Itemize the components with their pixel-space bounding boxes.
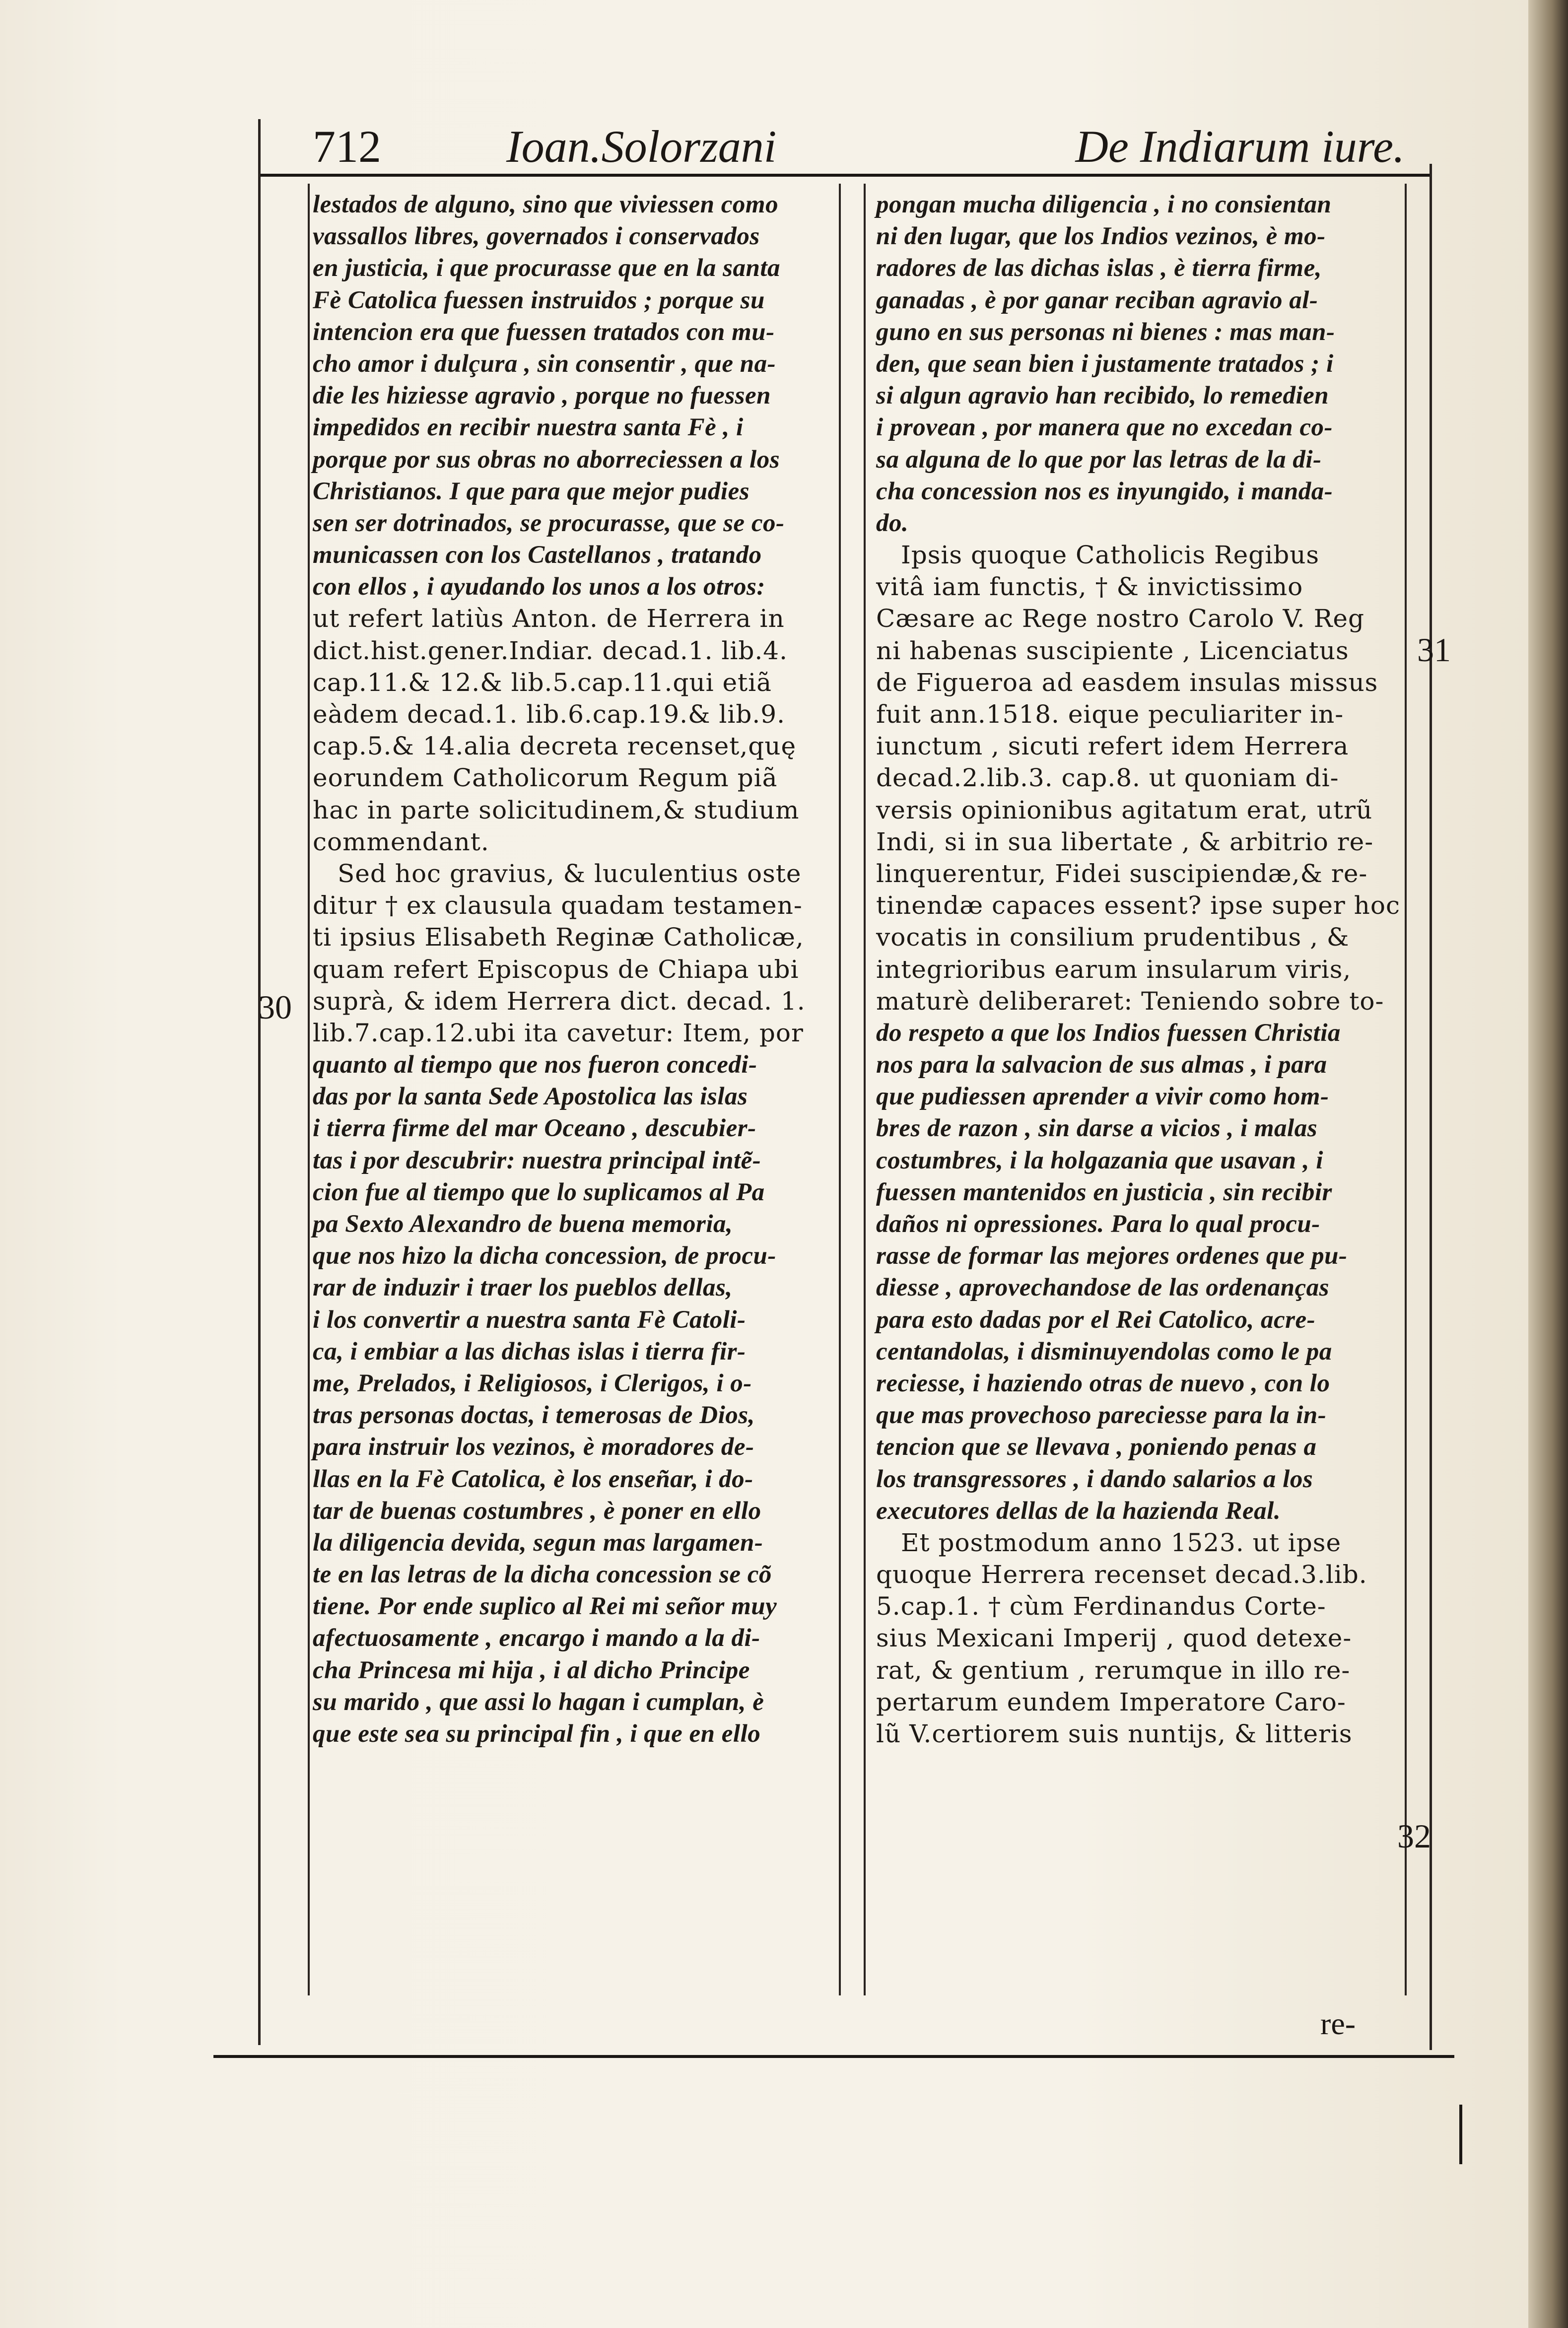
header-rule (258, 174, 1430, 177)
text-line: Cæsare ac Rege nostro Carolo V. Reg (876, 604, 1364, 633)
column-rule (308, 184, 310, 1995)
text-line: para esto dadas por el Rei Catolico, acre- (876, 1305, 1316, 1334)
text-line: cap.5.& 14.alia decreta recenset,quę (313, 732, 797, 761)
text-line: die les hiziesse agravio , porque no fuessen (313, 382, 771, 410)
text-line: lestados de alguno, sino que viviessen como (313, 191, 779, 218)
text-line: vocatis in consilium prudentibus , & (876, 923, 1350, 952)
text-line: Et postmodum anno 1523. ut ipse (901, 1528, 1342, 1557)
text-line: centandolas, i disminuyendolas como le pa (876, 1337, 1332, 1366)
margin-number: 31 (1417, 631, 1451, 669)
text-line: den, que sean bien i justamente tratados ; i (876, 349, 1334, 378)
text-line: sius Mexicani Imperij , quod detexe- (876, 1624, 1352, 1653)
text-line: das por la santa Sede Apostolica las islas (313, 1083, 748, 1111)
text-line: pertarum eundem Imperatore Caro- (876, 1687, 1346, 1716)
text-line: para instruir los vezinos, è moradores de- (313, 1433, 754, 1461)
text-line: fuit ann.1518. eique peculiariter in- (876, 700, 1344, 729)
text-line: vitâ iam functis, † & invictissimo (876, 572, 1303, 602)
text-line: ganadas , è por ganar reciban agravio al- (876, 286, 1318, 314)
text-line: lib.7.cap.12.ubi ita cavetur: Item, por (313, 1018, 804, 1047)
text-line: que este sea su principal fin , i que en ello (313, 1720, 761, 1748)
running-title-author: Ioan.Solorzani (506, 121, 777, 172)
text-line: intencion era que fuessen tratados con mu- (313, 318, 775, 346)
text-line: los transgressores , i dando salarios a los (876, 1465, 1313, 1493)
text-line: commendant. (313, 827, 489, 856)
text-line: Indi, si in sua libertate , & arbitrio re- (876, 827, 1374, 856)
text-line: cho amor i dulçura , sin consentir , que na- (313, 349, 776, 378)
text-line: bres de razon , sin darse a vicios , i malas (876, 1114, 1318, 1143)
running-title-work: De Indiarum iure. (1075, 121, 1405, 172)
text-line: cha Princesa mi hija , i al dicho Principe (313, 1656, 750, 1684)
text-line: i los convertir a nuestra santa Fè Catoli- (313, 1305, 746, 1334)
text-line: si algun agravio han recibido, lo remedien (876, 382, 1329, 410)
margin-number: 32 (1397, 1817, 1431, 1855)
text-line: versis opinionibus agitatum erat, utrũ (876, 795, 1373, 824)
footer-rule (213, 2055, 1454, 2058)
text-line: do respeto a que los Indios fuessen Christia (876, 1019, 1341, 1047)
margin-number: 30 (258, 988, 292, 1026)
frame-right-rule (1430, 164, 1432, 2050)
text-line: tas i por descubrir: nuestra principal intẽ- (313, 1146, 761, 1174)
column-rule (839, 184, 841, 1995)
text-line: i provean , por manera que no excedan co- (876, 413, 1333, 442)
text-line: linquerentur, Fidei suscipiendæ,& re- (876, 859, 1368, 888)
text-line: quanto al tiempo que nos fueron concedi- (313, 1051, 757, 1079)
text-line: iunctum , sicuti refert idem Herrera (876, 732, 1349, 761)
text-line: Sed hoc gravius, & luculentius oste (338, 859, 802, 888)
text-line: 5.cap.1. † cùm Ferdinandus Corte- (876, 1592, 1326, 1621)
frame-left-rule (258, 119, 261, 2045)
text-line: fuessen mantenidos en justicia , sin recibir (876, 1178, 1332, 1206)
text-line: rasse de formar las mejores ordenes que pu- (876, 1242, 1348, 1270)
text-line: rat, & gentium , rerumque in illo re- (876, 1655, 1351, 1685)
text-line: que pudiessen aprender a vivir como hom- (876, 1083, 1329, 1111)
text-line: Fè Catolica fuessen instruidos ; porque su (313, 286, 765, 314)
text-line: que nos hizo la dicha concession, de procu- (313, 1242, 776, 1270)
text-line: cap.11.& 12.& lib.5.cap.11.qui etiã (313, 668, 772, 697)
text-line: quoque Herrera recenset decad.3.lib. (876, 1560, 1367, 1589)
catchword: re- (1320, 2006, 1356, 2041)
text-line: la diligencia devida, segun mas largamen- (313, 1528, 763, 1557)
text-line: tar de buenas costumbres , è poner en ello (313, 1497, 761, 1525)
text-line: nos para la salvacion de sus almas , i para (876, 1051, 1327, 1079)
text-line: porque por sus obras no aborreciessen a los (313, 445, 780, 474)
text-line: Ipsis quoque Catholicis Regibus (901, 541, 1320, 570)
text-line: guno en sus personas ni bienes : mas man- (876, 318, 1335, 346)
text-line: en justicia, i que procurasse que en la santa (313, 254, 781, 282)
text-line: daños ni opressiones. Para lo qual procu- (876, 1210, 1320, 1238)
text-line: impedidos en recibir nuestra santa Fè , i (313, 413, 744, 442)
text-line: lũ V.certiorem suis nuntijs, & litteris (876, 1719, 1353, 1748)
text-line: Christianos. I que para que mejor pudies (313, 477, 750, 505)
text-line: tinendæ capaces essent? ipse super hoc (876, 891, 1400, 920)
text-line: tras personas doctas, i temerosas de Dios, (313, 1401, 755, 1430)
text-line: tencion que se llevava , poniendo penas a (876, 1433, 1317, 1461)
text-line: te en las letras de la dicha concession se cõ (313, 1561, 772, 1589)
text-line: tiene. Por ende suplico al Rei mi señor muy (313, 1592, 777, 1621)
text-line: ti ipsius Elisabeth Reginæ Catholicæ, (313, 923, 804, 952)
text-line: reciesse, i haziendo otras de nuevo , con lo (876, 1369, 1330, 1397)
text-line: hac in parte solicitudinem,& studium (313, 795, 800, 824)
right-text-column (876, 189, 1402, 1750)
text-line: que mas provechoso pareciesse para la in- (876, 1401, 1327, 1430)
column-rule (864, 184, 866, 1995)
text-line: ut refert latiùs Anton. de Herrera in (313, 604, 785, 633)
text-line: do. (876, 509, 909, 537)
text-line: llas en la Fè Catolica, è los enseñar, i do- (313, 1465, 753, 1493)
text-line: me, Prelados, i Religiosos, i Clerigos, i o- (313, 1369, 752, 1397)
text-line: con ellos , i ayudando los unos a los otros: (313, 573, 765, 601)
text-line: radores de las dichas islas , è tierra firme, (876, 254, 1322, 282)
text-line: afectuosamente , encargo i mando a la di- (313, 1624, 760, 1652)
page-number: 712 (313, 121, 381, 172)
text-line: maturè deliberaret: Teniendo sobre to- (876, 986, 1384, 1016)
column-rule (1405, 184, 1407, 1995)
text-line: sen ser dotrinados, se procurasse, que se co- (313, 509, 785, 537)
text-line: eàdem decad.1. lib.6.cap.19.& lib.9. (313, 700, 786, 729)
text-line: pa Sexto Alexandro de buena memoria, (313, 1210, 733, 1238)
text-line: pongan mucha diligencia , i no consientan (876, 191, 1332, 218)
text-line: quam refert Episcopus de Chiapa ubi (313, 955, 799, 984)
text-line: cion fue al tiempo que lo suplicamos al Pa (313, 1178, 765, 1206)
text-line: i tierra firme del mar Oceano , descubier- (313, 1114, 756, 1143)
text-line: vassallos libres, governados i conservados (313, 222, 760, 251)
text-line: suprà, & idem Herrera dict. decad. 1. (313, 986, 806, 1016)
text-line: cha concession nos es inyungido, i manda- (876, 477, 1333, 505)
book-binding (1528, 0, 1568, 2328)
text-line: decad.2.lib.3. cap.8. ut quoniam di- (876, 763, 1339, 793)
left-text-column (313, 189, 834, 1750)
text-line: sa alguna de lo que por las letras de la di- (876, 445, 1322, 474)
text-line: su marido , que assi lo hagan i cumplan, è (313, 1688, 764, 1716)
text-line: rar de induzir i traer los pueblos dellas, (313, 1274, 733, 1302)
text-line: eorundem Catholicorum Regum piã (313, 763, 778, 793)
text-line: dict.hist.gener.Indiar. decad.1. lib.4. (313, 636, 788, 665)
text-line: ca, i embiar a las dichas islas i tierra fir- (313, 1337, 746, 1366)
text-line: ni habenas suscipiente , Licenciatus (876, 636, 1349, 665)
text-line: ni den lugar, que los Indios vezinos, è mo- (876, 222, 1326, 251)
text-line: municassen con los Castellanos , tratando (313, 541, 762, 569)
text-line: ditur † ex clausula quadam testamen- (313, 891, 803, 920)
running-header (258, 121, 1430, 172)
text-line: costumbres, i la holgazania que usavan , i (876, 1146, 1323, 1174)
edge-mark (1459, 2105, 1462, 2164)
text-line: integrioribus earum insularum viris, (876, 955, 1352, 984)
text-line: diesse , aprovechandose de las ordenanças (876, 1274, 1329, 1302)
text-line: de Figueroa ad easdem insulas missus (876, 668, 1378, 697)
text-line: executores dellas de la hazienda Real. (876, 1497, 1281, 1525)
